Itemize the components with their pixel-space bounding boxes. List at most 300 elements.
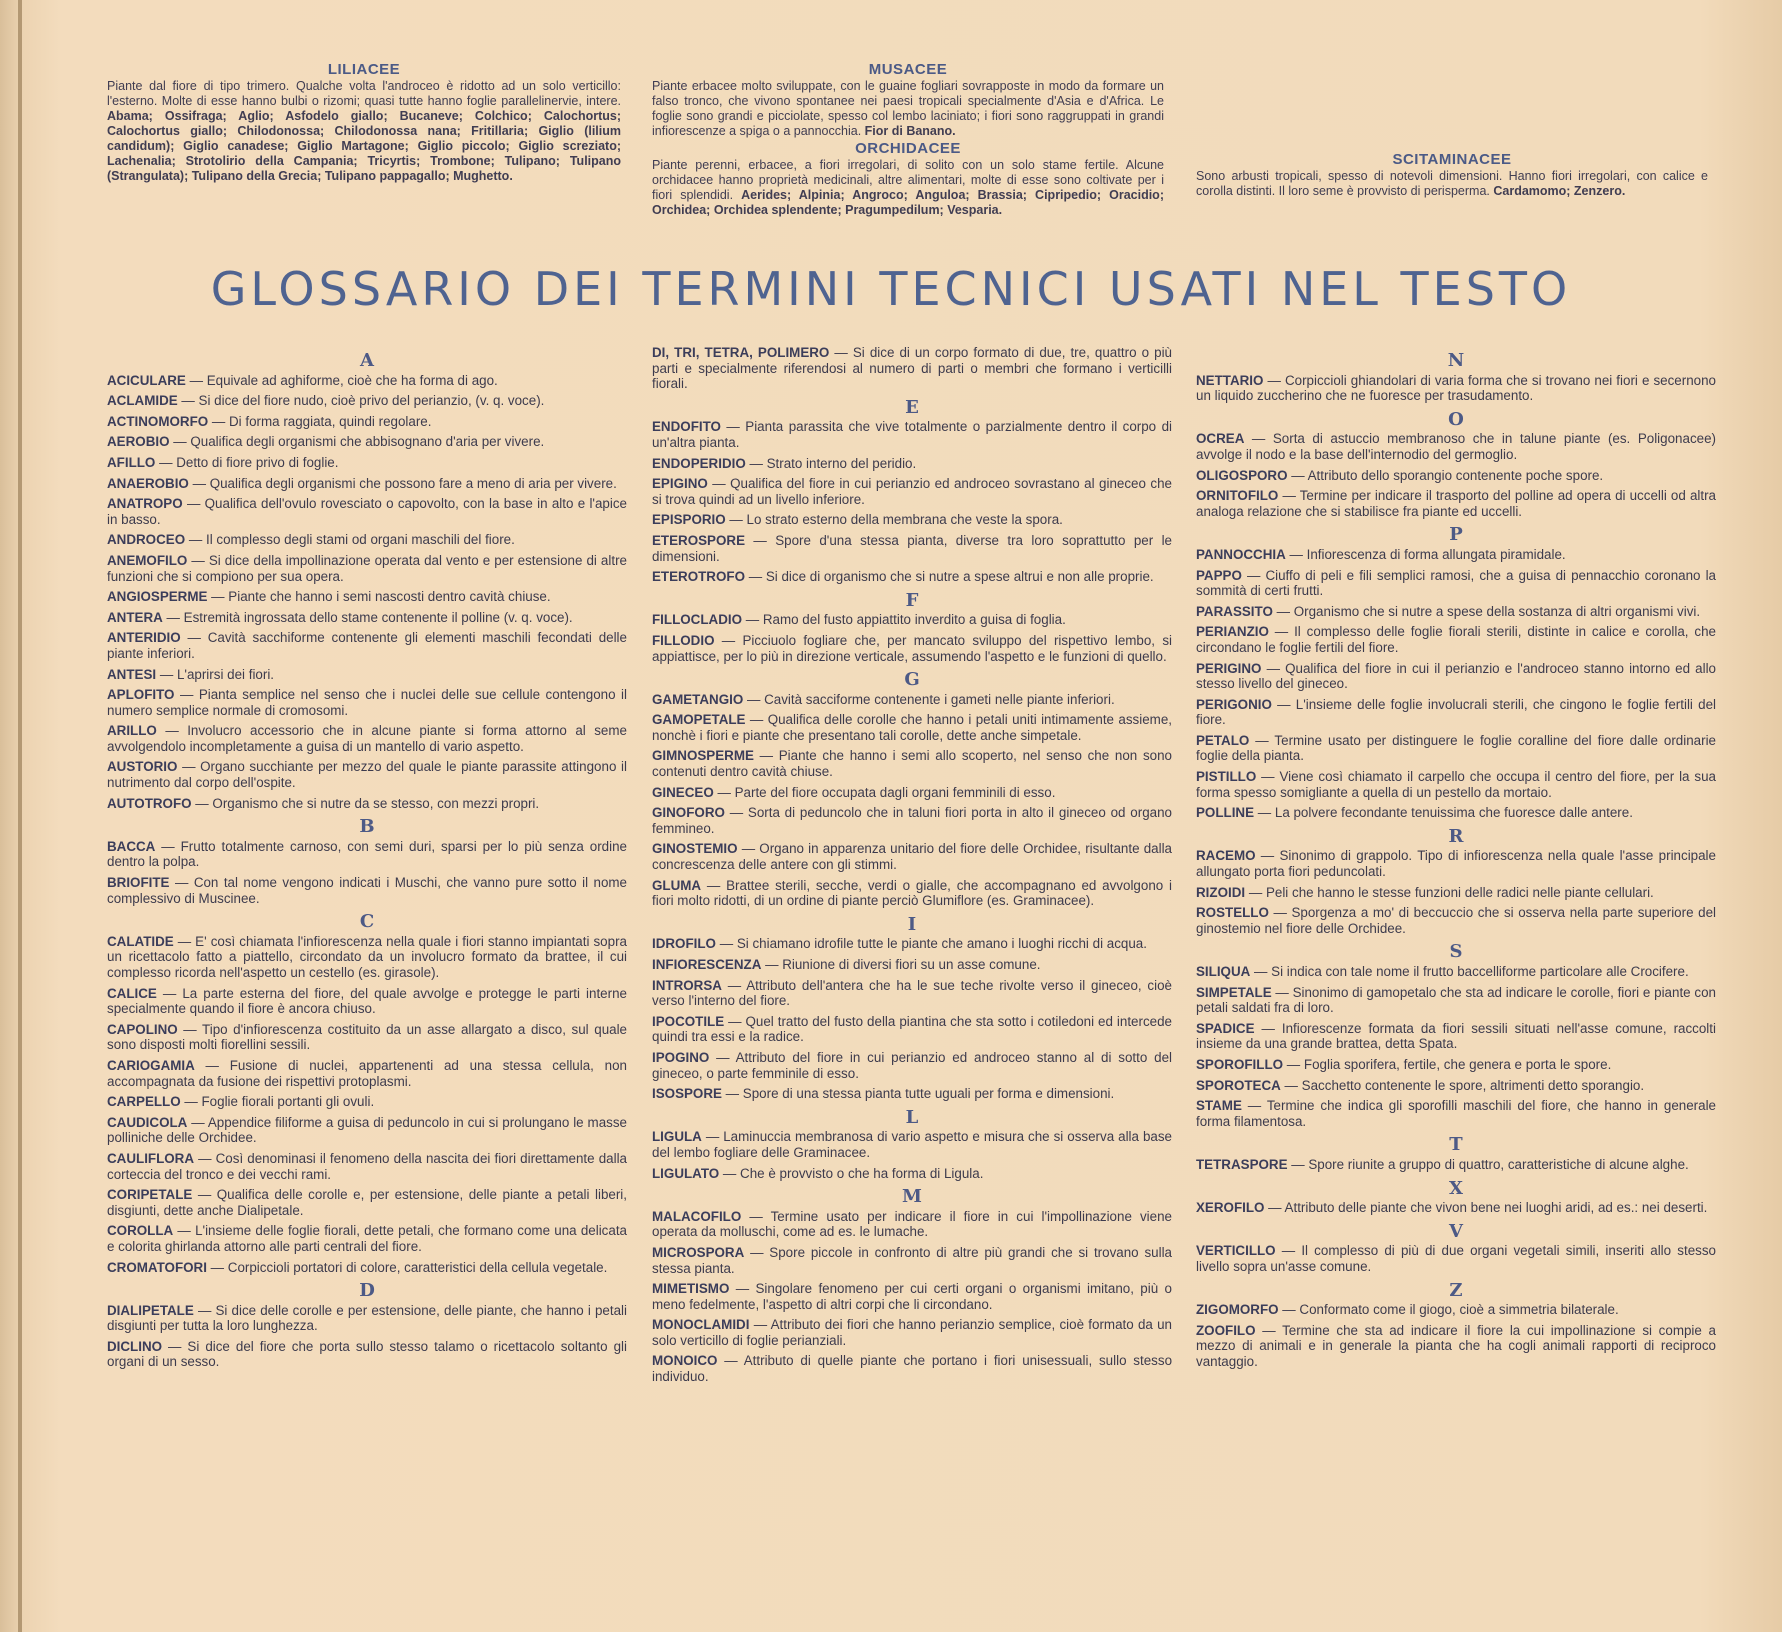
glossary-entry (1196, 604, 1716, 620)
family-column-liliacee (107, 60, 621, 184)
glossary-definition: Attributo del fiore in cui perianzio ed androceo stanno al di sotto del gineceo, o parte femminile di esso. (652, 1049, 1172, 1081)
term-separator: — (1255, 848, 1280, 864)
section-letter: D (359, 1280, 375, 1302)
glossary-entry (107, 839, 627, 870)
term-separator: — (180, 1094, 202, 1110)
glossary-entry (652, 1353, 1172, 1384)
glossary-entry (107, 532, 627, 548)
glossary-term: ACTINOMORFO (107, 413, 209, 429)
glossary-definition: Corpiccioli portatori di colore, caratteristici della cellula vegetale. (227, 1259, 608, 1275)
glossary-definition: Quel tratto del fusto della piantina che sta sotto i cotiledoni ed intercede quindi tra essi e la radice. (652, 1013, 1172, 1045)
family-species: Aerides; Alpinia; Angroco; Anguloa; Brassia; Cipripedio; Oracidio; Orchidea; Orchidea splendente; Pragumpedilum; Vesparia. (652, 188, 1164, 217)
page-binding-edge (18, 0, 22, 1632)
glossary-term: PARASSITO (1196, 603, 1273, 619)
glossary-term: ANTERA (107, 609, 163, 625)
term-separator: — (717, 1353, 744, 1369)
glossary-term: SIMPETALE (1196, 984, 1272, 1000)
family-column-musacee (652, 60, 1164, 218)
glossary-definition: Corpiccioli ghiandolari di varia forma che si trovano nei fiori e secernono un liquido zuccherino che ne fuoresce per trasudamento. (1196, 372, 1716, 404)
glossary-definition: Sinonimo di grappolo. Tipo di infiorescenza nella quale l'asse principale allungato porta fiori peduncolati. (1196, 848, 1716, 880)
glossary-entry (1196, 769, 1716, 800)
glossary-definition: Cavità sacciforme contenente i gameti nelle piante inferiori. (764, 691, 1115, 707)
glossary-definition: Singolare fenomeno per cui certi organi o organismi imitano, più o meno fedelmente, l'aspetto di altri corpi che li circondano. (652, 1281, 1172, 1312)
glossary-definition: Il complesso delle foglie fiorali sterili, distinte in calice e corolla, che circondano le foglie fertili del fiore. (1196, 624, 1716, 655)
glossary-term: CALATIDE (107, 933, 174, 949)
section-letter: T (1449, 1134, 1463, 1156)
glossary-entry (652, 1086, 1172, 1102)
glossary-definition: Spore riunite a gruppo di quattro, caratteristiche di alcune alghe. (1308, 1156, 1689, 1172)
glossary-term: BACCA (107, 838, 156, 854)
term-separator: — (177, 393, 199, 409)
glossary-definition: Qualifica degli organismi che abbisognano d'aria per vivere. (190, 434, 545, 450)
glossary-definition: Si dice della impollinazione operata dal vento e per estensione di altre funzioni che si compiono per sua opera. (107, 552, 627, 584)
term-separator: — (185, 372, 207, 388)
glossary-entry (107, 553, 627, 584)
term-separator: — (1241, 1098, 1267, 1114)
term-separator: — (1254, 1020, 1282, 1036)
term-separator: — (713, 784, 735, 800)
section-letter: M (902, 1186, 922, 1208)
glossary-entry (1196, 905, 1716, 936)
term-separator: — (156, 985, 183, 1001)
glossary-term: CAULIFLORA (107, 1150, 195, 1166)
glossary-definition: Si dice del fiore nudo, cioè privo del perianzio, (v. q. voce). (198, 393, 545, 409)
glossary-entry (652, 476, 1172, 507)
term-separator: — (724, 805, 748, 821)
section-letter: A (360, 350, 374, 371)
term-separator: — (177, 1021, 203, 1037)
term-separator: — (180, 630, 208, 646)
term-separator: — (173, 933, 196, 949)
glossary-definition: Il complesso di più di due organi vegetali simili, inseriti allo stesso livello sopra un'asse comune. (1196, 1243, 1716, 1274)
glossary-entry (107, 610, 627, 626)
glossary-definition: Riunione di diversi fiori su un asse comune. (782, 957, 1041, 972)
glossary-entry (1196, 488, 1716, 519)
glossary-entry (652, 1166, 1172, 1182)
family-species: Abama; Ossifraga; Aglio; Asfodelo giallo; Bucaneve; Colchico; Calochortus; Calochortus giallo; Chilodonossa; Chilodonossa nana; Fritillaria; Giglio (lilium candidum); Giglio canadese; Giglio Martagone; Giglio piccolo; Giglio screziato; Lachenalia; Strotolirio della Campania; Tricyrtis; Trombone; Tulipano; Tulipano (Strangulata); Tulipano della Grecia; Tulipano pappagallo; Mughetto. (107, 109, 621, 183)
glossary-definition: Termine che sta ad indicare il fiore la cui impollinazione si compie a mezzo di animali e in generale la pianta che ha cogli animali rapporti di reciproco vantaggio. (1196, 1322, 1716, 1369)
glossary-term: CROMATOFORI (107, 1259, 207, 1275)
glossary-term: GLUMA (652, 877, 702, 893)
term-separator: — (721, 1086, 743, 1102)
glossary-definition: L'aprirsi dei fiori. (176, 666, 275, 682)
glossary-term: GINOSTEMIO (652, 841, 738, 857)
section-letter: Z (1449, 1279, 1463, 1301)
glossary-entry (1196, 1200, 1716, 1216)
glossary-definition: Spore d'una stessa pianta, diverse tra loro soprattutto per le dimensioni. (652, 532, 1172, 564)
glossary-term: PERIGONIO (1196, 696, 1272, 712)
glossary-definition: Spore piccole in confronto di altre più grandi che si trovano sulla stessa pianta. (652, 1244, 1172, 1276)
family-column-scitaminacee (1196, 150, 1708, 199)
glossary-definition: Organismo che si nutre a spese della sostanza di altri organismi vivi. (1293, 603, 1701, 619)
glossary-term: APLOFITO (107, 687, 175, 703)
glossary-entry (1196, 624, 1716, 655)
glossary-definition: L'insieme delle foglie fiorali, dette petali, che formano come una delicata e colorita ghirlanda attorno alle parti centrali del fiore. (107, 1223, 627, 1254)
glossary-definition: E' così chiamata l'infiorescenza nella quale i fiori stanno impiantati sopra un ricettacolo fatto a piattello, circondato da un involucro formato da brattee, il cui complesso ricorda nell'aspetto un cestello (es. girasole). (107, 933, 627, 980)
glossary-definition: Attributo dei fiori che hanno perianzio semplice, cioè formato da un solo verticillo di foglie perianziali. (652, 1317, 1172, 1348)
glossary-term: IPOCOTILE (652, 1013, 725, 1029)
glossary-entry (652, 1209, 1172, 1240)
glossary-definition: Spore di una stessa pianta tutte uguali per forma e dimensioni. (742, 1086, 1115, 1102)
term-separator: — (1250, 964, 1272, 979)
glossary-entry (107, 723, 627, 754)
glossary-definition: Frutto totalmente carnoso, con semi duri, sparsi per lo più senza ordine dentro la polpa. (107, 838, 627, 870)
glossary-entry (1196, 1078, 1716, 1094)
term-separator: — (185, 532, 206, 548)
glossary-term: STAME (1196, 1098, 1242, 1114)
term-separator: — (744, 1244, 770, 1260)
glossary-entry (107, 1022, 627, 1053)
glossary-term: ETEROTROFO (652, 569, 745, 585)
glossary-definition: Di forma raggiata, quindi regolare. (229, 413, 432, 429)
glossary-entry (107, 434, 627, 450)
glossary-entry (1196, 1098, 1716, 1129)
glossary-entry (1196, 373, 1716, 404)
family-title: SCITAMINACEE (1392, 151, 1512, 168)
glossary-term: OCREA (1196, 431, 1245, 447)
glossary-term: CARIOGAMIA (107, 1057, 195, 1073)
glossary-term: RIZOIDI (1196, 884, 1246, 900)
glossary-definition: Parte del fiore occupata dagli organi femminili di esso. (734, 784, 1056, 800)
glossary-term: ANEMOFILO (107, 552, 188, 568)
glossary-definition: Sacchetto contenente le spore, altrimenti detto sporangio. (1301, 1077, 1645, 1093)
glossary-definition: Termine usato per indicare il fiore in cui l'impollinazione viene operata da molluschi, come ad es. le lumache. (652, 1208, 1172, 1240)
term-separator: — (707, 476, 731, 492)
glossary-definition: Sorta di astuccio membranoso che in talune piante (es. Poligonacee) avvolge il nodo e la base dell'internodio del germoglio. (1196, 431, 1716, 462)
glossary-entry (1196, 964, 1716, 980)
page-title: GLOSSARIO DEI TERMINI TECNICI USATI NEL TESTO (210, 262, 1572, 316)
glossary-definition: Ramo del fusto appiattito inverdito a guisa di foglia. (762, 612, 1066, 628)
glossary-entry (652, 936, 1172, 952)
glossary-term: ORNITOFILO (1196, 488, 1279, 504)
glossary-term: RACEMO (1196, 848, 1256, 864)
glossary-term: MICROSPORA (652, 1244, 745, 1260)
glossary-definition: Si dice di un corpo formato di due, tre, quattro o più parti e specialmente riferendosi al numero di parti o membri che formano i verticilli fiorali. (652, 345, 1172, 392)
family-description: Sono arbusti tropicali, spesso di notevoli dimensioni. Hanno fiori irregolari, con calice e corolla distinti. Il loro seme è provvisto di perisperma. Cardamomo; Zenzero. (1196, 169, 1708, 198)
section-letter: I (907, 913, 917, 935)
section-letter: X (1449, 1177, 1463, 1199)
glossary-definition: Qualifica degli organismi che possono fare a meno di aria per vivere. (209, 475, 617, 491)
glossary-definition: Attributo dell'antera che ha le sue teche rivolte verso il gineceo, cioè verso l'interno del fiore. (652, 977, 1173, 1009)
term-separator: — (193, 1302, 216, 1318)
glossary-term: ANATROPO (107, 496, 183, 512)
glossary-definition: Laminuccia membranosa di vario aspetto e misura che si osserva alla base del lembo fogliare delle Graminacee. (652, 1129, 1172, 1160)
glossary-definition: Attributo delle piante che vivon bene nei luoghi aridi, ad es.: nei deserti. (1284, 1200, 1708, 1216)
glossary-definition: Termine che indica gli sporofilli maschili del fiore, che hanno in generale forma filamentosa. (1196, 1098, 1716, 1129)
term-separator: — (745, 532, 776, 548)
glossary-term: CAPOLINO (107, 1021, 178, 1037)
glossary-definition: Lo strato esterno della membrana che veste la spora. (746, 512, 1063, 528)
glossary-definition: Qualifica del fiore in cui il perianzio e l'androceo stanno intorno ed allo stesso livello del gineceo. (1196, 660, 1716, 692)
section-letter: P (1449, 524, 1463, 546)
term-separator: — (701, 1129, 724, 1145)
glossary-entry (107, 589, 627, 605)
glossary-entry (107, 1223, 627, 1254)
glossary-entry (107, 373, 627, 389)
term-separator: — (177, 759, 201, 775)
glossary-entry (107, 1094, 627, 1110)
glossary-term: INFIORESCENZA (652, 957, 762, 972)
term-separator: — (724, 1013, 746, 1029)
glossary-entry (652, 785, 1172, 801)
glossary-term: PERIGINO (1196, 660, 1262, 676)
glossary-term: ANAEROBIO (107, 475, 189, 491)
term-separator: — (719, 1165, 741, 1181)
glossary-entry (652, 612, 1172, 628)
glossary-term: GINECEO (652, 784, 714, 800)
term-separator: — (207, 589, 229, 605)
term-separator: — (173, 1223, 196, 1239)
term-separator: — (753, 748, 779, 764)
glossary-definition: Qualifica dell'ovulo rovesciato o capovolto, con la base in alto e l'apice in basso. (107, 496, 627, 527)
glossary-definition: La parte esterna del fiore, del quale avvolge e protegge le parti interne specialmente quando il fiore è ancora chiuso. (107, 985, 627, 1017)
glossary-entry (652, 419, 1172, 450)
glossary-entry (652, 533, 1172, 564)
glossary-entry (107, 630, 627, 661)
glossary-term: NETTARIO (1196, 372, 1264, 388)
glossary-term: DI, TRI, TETRA, POLIMERO (652, 345, 830, 360)
glossary-term: LIGULA (652, 1129, 702, 1145)
section-letter: O (1448, 408, 1464, 430)
term-separator: — (721, 977, 747, 993)
term-separator: — (162, 1338, 188, 1354)
glossary-term: PISTILLO (1196, 769, 1257, 785)
glossary-term: GINOFORO (652, 805, 725, 821)
term-separator: — (1268, 905, 1292, 921)
glossary-entry (652, 841, 1172, 872)
term-separator: — (194, 1057, 230, 1073)
glossary-entry (652, 1050, 1172, 1081)
glossary-definition: Fusione di nuclei, appartenenti ad una stessa cellula, non accompagnata da fusione dei rispettivi protoplasmi. (107, 1057, 627, 1089)
term-separator: — (1245, 884, 1266, 900)
glossary-term: ZOOFILO (1196, 1322, 1256, 1338)
term-separator: — (729, 1281, 756, 1297)
glossary-entry (107, 1058, 627, 1089)
glossary-term: INTRORSA (652, 977, 722, 993)
glossary-entry (1196, 885, 1716, 901)
glossary-entry (652, 1129, 1172, 1160)
glossary-term: ARILLO (107, 723, 157, 739)
glossary-definition: Termine per indicare il trasporto del polline ad opera di uccelli od altra analoga relazione che si stabilisce fra piante ed uccelli. (1196, 488, 1716, 519)
term-separator: — (194, 1150, 216, 1166)
glossary-definition: Qualifica delle corolle e, per estensione, delle piante a petali liberi, disgiunti, dette anche Dialipetale. (107, 1187, 627, 1218)
glossary-entry (1196, 1302, 1716, 1318)
term-separator: — (749, 1317, 771, 1333)
glossary-definition: Brattee sterili, secche, verdi o gialle, che accompagnano ed avvolgono i fiori molto ridotti, di un ordine di piante perciò Glumiflore (es. Graminacee). (652, 877, 1172, 909)
family-description: Piante erbacee molto sviluppate, con le guaine fogliari sovrapposte in modo da formare un falso tronco, che vivono spontanee nei paesi tropicali specialmente d'Asia e d'Africa. Le foglie sono grandi e picciolate, spesso col lembo laciniato; i fiori sono raggruppati in grandi infiorescenze a spiga o a pannocchia. Fior di Banano. (652, 79, 1164, 138)
term-separator: — (169, 875, 194, 891)
term-separator: — (745, 712, 768, 728)
glossary-definition: Viene così chiamato il carpello che occupa il centro del fiore, per la sua forma spesso somigliante a quella di un pestello da mortaio. (1196, 769, 1716, 800)
glossary-entry (107, 687, 627, 718)
glossary-term: SPOROTECA (1196, 1077, 1281, 1093)
glossary-term: MONOCLAMIDI (652, 1317, 750, 1333)
glossary-entry (652, 1014, 1172, 1045)
glossary-term: AFILLO (107, 454, 156, 470)
glossary-entry (652, 748, 1172, 779)
term-separator: — (1244, 431, 1273, 447)
glossary-term: ISOSPORE (652, 1086, 722, 1102)
section-letter: G (904, 669, 920, 691)
glossary-definition: Che è provvisto o che ha forma di Ligula. (740, 1165, 984, 1181)
glossary-entry (107, 875, 627, 906)
glossary-term: ANDROCEO (107, 532, 186, 548)
glossary-term: COROLLA (107, 1223, 174, 1239)
section-letter: N (1447, 350, 1465, 371)
glossary-definition: Piante che hanno i semi nascosti dentro cavità chiuse. (228, 589, 551, 605)
glossary-term: ACICULARE (107, 372, 186, 388)
glossary-term: GAMETANGIO (652, 691, 744, 707)
family-description: Piante perenni, erbacee, a fiori irregolari, di solito con un solo stame fertile. Alcune orchidacee hanno proprietà medicinali, altre alimentari, molte di esse sono coltivate per i fiori splendidi. Aerides; Alpinia; Angroco; Anguloa; Brassia; Cipripedio; Oracidio; Orchidea; Orchidea splendente; Pragumpedilum; Vesparia. (652, 158, 1164, 217)
term-separator: — (208, 413, 230, 429)
glossary-term: PETALO (1196, 732, 1250, 748)
section-letter: V (1449, 1220, 1463, 1242)
glossary-term: IDROFILO (652, 936, 716, 952)
glossary-definition: Picciuolo fogliare che, per mancato sviluppo del rispettivo lembo, si appiattisce, per lo più in direzione verticale, assumendo l'aspetto e le funzioni di quello. (652, 632, 1172, 664)
glossary-term: MALACOFILO (652, 1208, 742, 1224)
glossary-entry (107, 986, 627, 1017)
term-separator: — (829, 345, 853, 360)
glossary-definition: La polvere fecondante tenuissima che fuoresce dalle antere. (1274, 805, 1633, 821)
term-separator: — (742, 612, 763, 628)
glossary-definition: Con tal nome vengono indicati i Muschi, che vanno pure sotto il nome complessivo di Muscinee. (107, 875, 627, 906)
term-separator: — (1278, 1302, 1300, 1318)
glossary-term: POLLINE (1196, 805, 1255, 821)
glossary-term: PANNOCCHIA (1196, 546, 1286, 562)
glossary-definition: Qualifica del fiore in cui perianzio ed androceo sovrastano al gineceo che si trova quindi ad un livello inferiore. (652, 476, 1172, 507)
term-separator: — (1271, 696, 1296, 712)
term-separator: — (741, 1208, 771, 1224)
glossary-term: IPOGINO (652, 1049, 710, 1065)
term-separator: — (1249, 732, 1275, 748)
glossary-term: VERTICILLO (1196, 1243, 1276, 1259)
glossary-entry (1196, 431, 1716, 462)
glossary-definition: L'insieme delle foglie involucrali sterili, che cingono le foglie fertili del fiore. (1196, 696, 1716, 728)
glossary-term: AUSTORIO (107, 759, 178, 775)
term-separator: — (174, 687, 199, 703)
glossary-entry (107, 1115, 627, 1146)
glossary-definition: Cavità sacchiforme contenente gli elementi maschili fecondati delle piante inferiori. (107, 630, 627, 661)
glossary-entry (107, 934, 627, 981)
glossary-entry (652, 345, 1172, 392)
glossary-term: GAMOPETALE (652, 712, 746, 728)
glossary-entry (107, 667, 627, 683)
term-separator: — (725, 512, 747, 528)
glossary-definition: Sporgenza a mo' di beccuccio che si osserva nella parte superiore del ginostemio nel fiore delle Orchidee. (1196, 905, 1716, 936)
glossary-term: CORIPETALE (107, 1187, 193, 1203)
glossary-definition: Si dice del fiore che porta sullo stesso talamo o ricettacolo soltanto gli organi di un sesso. (107, 1338, 627, 1370)
term-separator: — (182, 496, 205, 512)
glossary-term: ANGIOSPERME (107, 589, 208, 605)
term-separator: — (1268, 624, 1295, 640)
term-separator: — (701, 877, 727, 893)
glossary-term: ACLAMIDE (107, 393, 178, 409)
glossary-definition: Il complesso degli stami od organi maschili del fiore. (205, 532, 515, 548)
glossary-term: ROSTELLO (1196, 905, 1269, 921)
term-separator: — (709, 1049, 736, 1065)
term-separator: — (187, 1114, 208, 1130)
glossary-term: PAPPO (1196, 567, 1242, 583)
term-separator: — (155, 454, 177, 470)
term-separator: — (737, 841, 760, 857)
glossary-entry (652, 957, 1172, 973)
family-description: Piante dal fiore di tipo trimero. Qualche volta l'androceo è ridotto ad un solo verticillo: l'esterno. Molte di esse hanno bulbi o rizomi; quasi tutte hanno foglie parallelinervie, intere. Abama; Ossifraga; Aglio; Asfodelo giallo; Bucaneve; Colchico; Calochortus; Calochortus giallo; Chilodonossa; Chilodonossa nana; Fritillaria; Giglio (lilium candidum); Giglio canadese; Giglio Martagone; Giglio piccolo; Giglio screziato; Lachenalia; Strotolirio della Campania; Tricyrtis; Trombone; Tulipano; Tulipano (Strangulata); Tulipano della Grecia; Tulipano pappagallo; Mughetto. (107, 79, 621, 183)
term-separator: — (162, 609, 184, 625)
term-separator: — (1278, 488, 1300, 504)
glossary-definition: Qualifica delle corolle che hanno i petali uniti intimamente assieme, nonchè i fiori e piante che presentano tali corolle, dette anche simpetale. (652, 712, 1172, 743)
glossary-definition: Foglie fiorali portanti gli ovuli. (201, 1094, 375, 1110)
glossary-term: CARPELLO (107, 1094, 181, 1110)
glossary-entry (1196, 805, 1716, 821)
glossary-term: LIGULATO (652, 1165, 720, 1181)
term-separator: — (1280, 1077, 1302, 1093)
glossary-entry (107, 455, 627, 471)
term-separator: — (156, 723, 188, 739)
term-separator: — (169, 434, 191, 450)
glossary-term: AEROBIO (107, 434, 170, 450)
glossary-entry (652, 712, 1172, 743)
glossary-definition: Infiorescenze formata da fiori sessili situati nell'asse comune, raccolti insieme da una grande brattea, detta Spata. (1196, 1020, 1716, 1052)
glossary-term: DIALIPETALE (107, 1302, 194, 1318)
glossary-definition: Si dice di organismo che si nutre a spese altrui e non alle proprie. (765, 569, 1154, 585)
glossary-definition: Attributo di quelle piante che portano i fiori unisessuali, sullo stesso individuo. (652, 1353, 1173, 1385)
glossary-definition: Pianta parassita che vive totalmente o parzialmente dentro il corpo di un'altra pianta. (652, 419, 1172, 450)
section-letter: L (905, 1106, 919, 1128)
glossary-term: AUTOTROFO (107, 795, 192, 811)
term-separator: — (1275, 1243, 1302, 1259)
glossary-definition: Appendice filiforme a guisa di peduncolo in cui si prolungano le masse polliniche delle Orchidee. (107, 1114, 627, 1146)
term-separator: — (714, 632, 743, 648)
term-separator: — (1241, 567, 1266, 583)
glossary-definition: Strato interno del peridio. (766, 455, 917, 471)
glossary-entry (1196, 1323, 1716, 1370)
section-letter: S (1449, 941, 1463, 963)
glossary-term: ANTESI (107, 666, 157, 682)
glossary-entry (1196, 1243, 1716, 1274)
glossary-definition: Ciuffo di peli e fili semplici ramosi, che a guisa di pennacchio coronano la sommità di certi frutti. (1196, 567, 1716, 599)
term-separator: — (720, 419, 746, 435)
glossary-definition: Sinonimo di gamopetalo che sta ad indicare le corolle, fiori e piante con petali saldati fra di loro. (1196, 984, 1716, 1016)
glossary-entry (1196, 697, 1716, 728)
term-separator: — (1264, 1200, 1285, 1216)
glossary-term: ANTERIDIO (107, 630, 181, 646)
glossary-term: MONOICO (652, 1353, 718, 1369)
glossary-term: EPIGINO (652, 476, 708, 492)
glossary-entry (1196, 848, 1716, 879)
glossary-column-1 (107, 345, 627, 1375)
family-species: Cardamomo; Zenzero. (1493, 184, 1626, 198)
glossary-definition: Organismo che si nutre da se stesso, con mezzi propri. (212, 795, 540, 811)
glossary-definition: Infiorescenza di forma allungata piramidale. (1306, 546, 1566, 562)
glossary-definition: Peli che hanno le stesse funzioni delle radici nelle piante cellulari. (1265, 884, 1654, 900)
term-separator: — (1261, 660, 1286, 676)
family-title: ORCHIDACEE (855, 140, 961, 157)
glossary-entry (652, 878, 1172, 909)
term-separator: — (1287, 1156, 1309, 1172)
glossary-term: ENDOFITO (652, 419, 721, 435)
glossary-entry (107, 796, 627, 812)
glossary-entry (107, 759, 627, 790)
term-separator: — (761, 957, 783, 972)
term-separator: — (743, 691, 765, 707)
glossary-entry (107, 1339, 627, 1370)
glossary-entry (652, 633, 1172, 664)
glossary-definition: Attributo dello sporangio contenente poche spore. (1307, 467, 1604, 483)
glossary-term: FILLOCLADIO (652, 612, 743, 628)
glossary-entry (1196, 1157, 1716, 1173)
glossary-definition: Termine usato per distinguere le foglie coralline del fiore dalle ordinarie foglie della pianta. (1196, 732, 1716, 764)
term-separator: — (1271, 984, 1293, 1000)
